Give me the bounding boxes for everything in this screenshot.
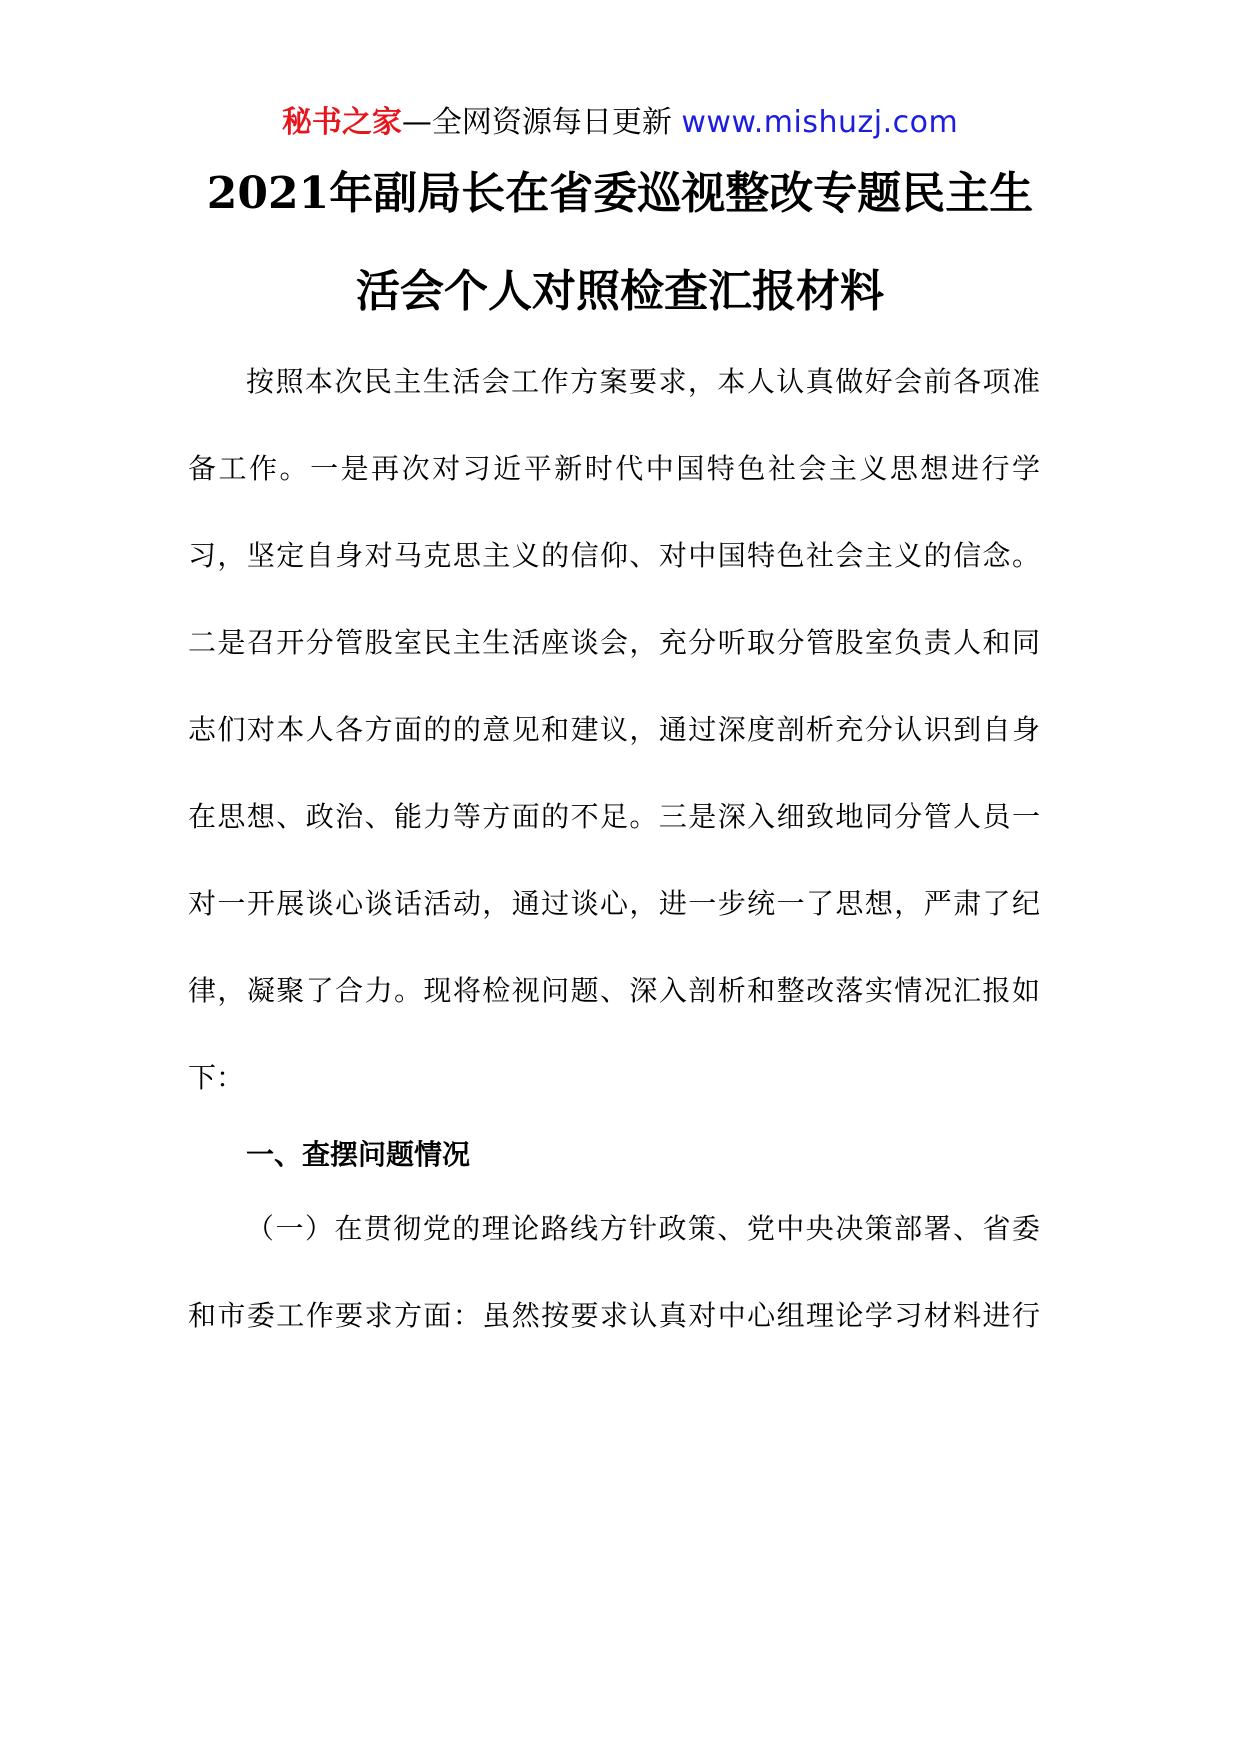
site-header [0,103,1240,143]
paragraph-line: （一）在贯彻党的理论路线方针政策、党中央决策部署、省委 [246,1212,1040,1245]
paragraph-line: 在思想、政治、能力等方面的不足。三是深入细致地同分管人员一 [188,800,1040,833]
site-brand: 秘书之家 [281,105,402,140]
site-url-link[interactable]: www.mishuzj.com [681,105,959,140]
document-title-line-2: 活会个人对照检查汇报材料 [356,266,884,317]
paragraph-line: 律，凝聚了合力。现将检视问题、深入剖析和整改落实情况汇报如 [188,974,1040,1007]
paragraph-line: 二是召开分管股室民主生活座谈会，充分听取分管股室负责人和同 [188,626,1040,659]
site-slogan: —全网资源每日更新 [401,105,682,140]
paragraph-line: 和市委工作要求方面：虽然按要求认真对中心组理论学习材料进行 [188,1299,1040,1332]
paragraph-line: 按照本次民主生活会工作方案要求，本人认真做好会前各项准 [246,365,1040,398]
paragraph-line: 下： [188,1061,245,1094]
document-title-line-1: 2021年副局长在省委巡视整改专题民主生 [206,168,1034,219]
section-heading: 一、查摆问题情况 [246,1138,471,1171]
paragraph-line: 对一开展谈心谈话活动，通过谈心，进一步统一了思想，严肃了纪 [188,887,1040,920]
paragraph-line: 习，坚定自身对马克思主义的信仰、对中国特色社会主义的信念。 [188,539,1040,572]
paragraph-line: 备工作。一是再次对习近平新时代中国特色社会主义思想进行学 [188,452,1040,485]
paragraph-line: 志们对本人各方面的的意见和建议，通过深度剖析充分认识到自身 [188,713,1040,746]
